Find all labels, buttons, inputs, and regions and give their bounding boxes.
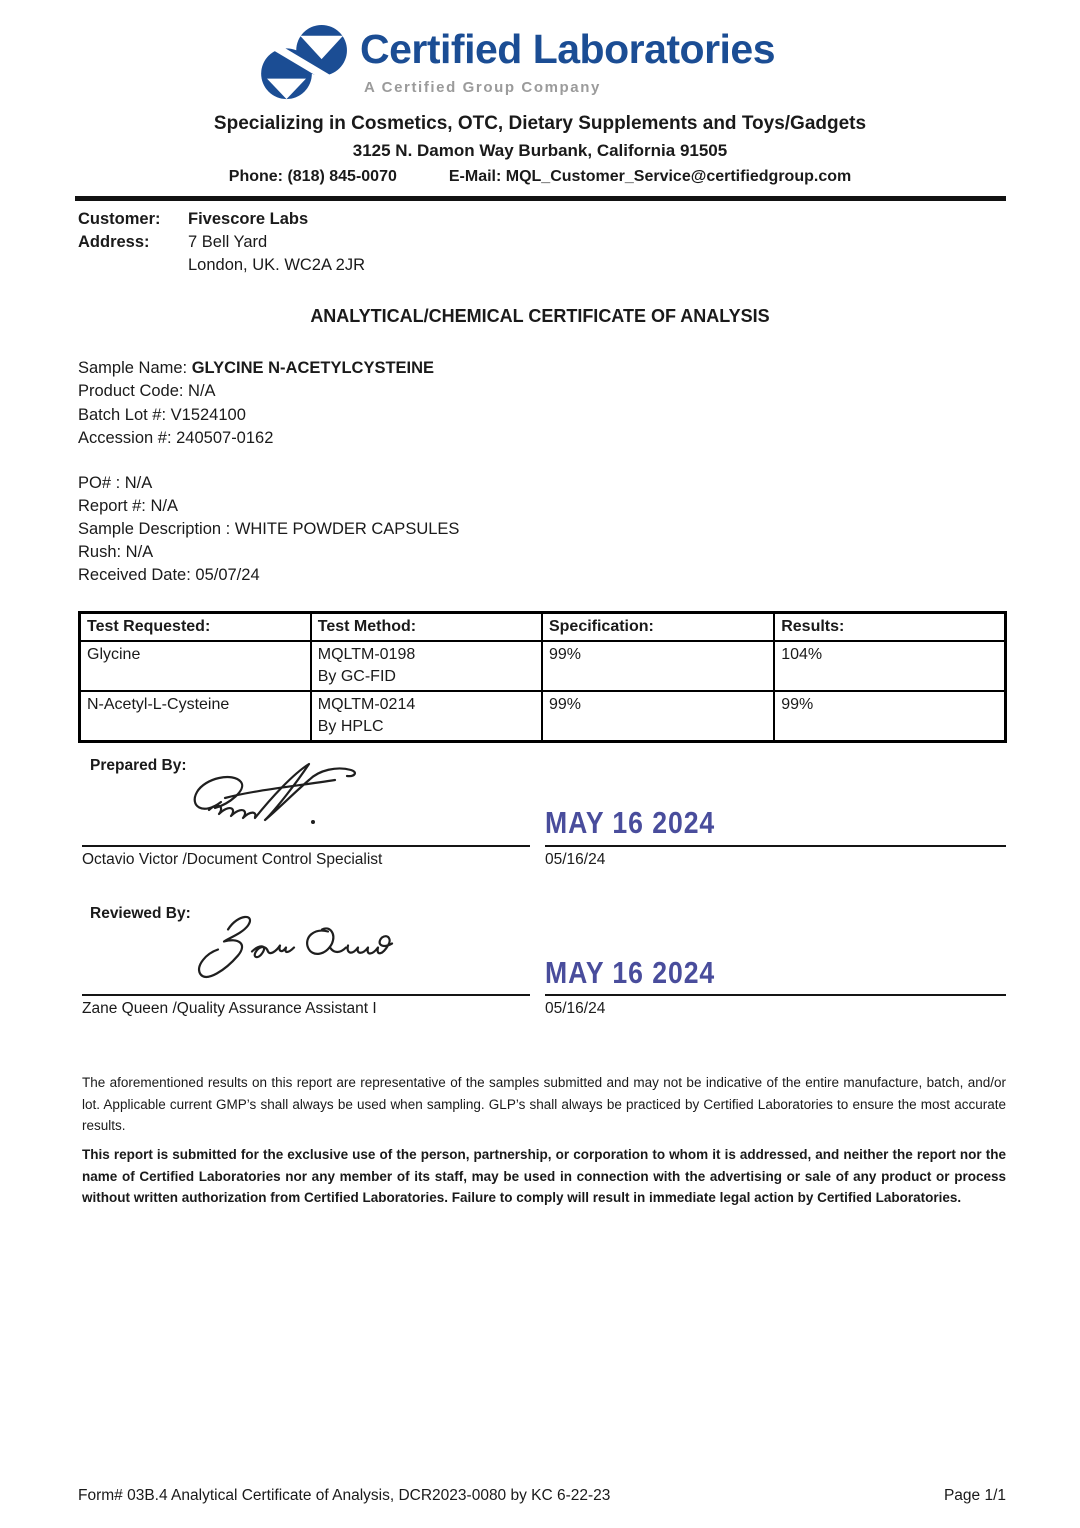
customer-address-line1: 7 Bell Yard [188,233,268,251]
document-title: ANALYTICAL/CHEMICAL CERTIFICATE OF ANALYSIS [310,306,770,326]
cell-result: 99% [774,691,1005,742]
sample-name-line [78,359,434,378]
product-code-line: Product Code: N/A [78,382,216,400]
prepared-date-text: 05/16/24 [545,851,606,868]
po-line: PO# : N/A [78,474,153,492]
company-tagline: A Certified Group Company [364,79,601,96]
customer-label: Customer: [78,210,161,228]
method-technique: By GC-FID [317,668,396,685]
cell-test-name: N-Acetyl-L-Cysteine [80,691,311,742]
rush-line: Rush: N/A [78,543,154,561]
method-code: MQLTM-0198 [317,646,416,663]
header-address-line: 3125 N. Damon Way Burbank, California 91505 [352,141,728,160]
reviewed-signature [190,903,400,999]
header-divider-rule [75,196,1006,201]
cell-test-name: Glycine [80,641,311,691]
certified-laboratories-logo-icon [256,24,356,102]
batch-lot-line: Batch Lot #: V1524100 [78,406,246,424]
col-header-specification: Specification: [542,613,774,642]
prepared-date-line [545,845,1006,847]
customer-name: Fivescore Labs [188,210,309,228]
results-table [78,611,1007,743]
prepared-by-label: Prepared By: [90,757,187,774]
company-name: Certified Laboratories [360,26,776,72]
reviewed-by-label: Reviewed By: [90,905,191,922]
cell-specification: 99% [542,641,774,691]
method-code: MQLTM-0214 [317,696,416,713]
sample-description-line: Sample Description : WHITE POWDER CAPSULES [78,520,460,538]
header-contact-line [0,168,1080,186]
cell-specification: 99% [542,691,774,742]
received-date-line: Received Date: 05/07/24 [78,566,260,584]
cell-result: 104% [774,641,1005,691]
footer-page-number: Page 1/1 [943,1487,1006,1504]
reviewed-signature-line [82,994,530,996]
reviewed-date-line [545,994,1006,996]
sample-name-value: GLYCINE N-ACETYLCYSTEINE [191,359,435,377]
header-specialization-line: Specializing in Cosmetics, OTC, Dietary Supplements and Toys/Gadgets [213,113,867,134]
reviewed-date-text: 05/16/24 [545,1000,606,1017]
col-header-test-requested: Test Requested: [80,613,311,642]
prepared-name-title: Octavio Victor /Document Control Specialist [82,851,383,868]
customer-address-label: Address: [78,233,150,251]
report-number-line: Report #: N/A [78,497,178,515]
header-email: E-Mail: MQL_Customer_Service@certifiedgroup.com [448,168,852,185]
table-row [80,641,1006,691]
sample-name-label: Sample Name: [78,359,192,377]
reviewed-name-title: Zane Queen /Quality Assurance Assistant I [82,1000,377,1017]
accession-line: Accession #: 240507-0162 [78,429,274,447]
method-technique: By HPLC [317,718,384,735]
cell-test-method [311,691,542,742]
header-phone: Phone: (818) 845-0070 [228,168,397,185]
prepared-signature-line [82,845,530,847]
results-header-row [80,613,1006,642]
footer-form-reference: Form# 03B.4 Analytical Certificate of Analysis, DCR2023-0080 by KC 6-22-23 [78,1487,611,1504]
cell-test-method [311,641,542,691]
prepared-date-stamp: MAY 16 2024 [545,806,716,840]
col-header-results: Results: [774,613,1005,642]
reviewed-date-stamp: MAY 16 2024 [545,956,716,990]
disclaimer-results-paragraph: The aforementioned results on this report are representative of the samples submitted and may not be indicative of the entire manufacture, batch, and/or lot. Applicable current GMP’s shall always be used when sampling. GLP’s shall always be practiced by Certified Laboratories to ensure the most accurate results. [82,1075,1006,1133]
col-header-test-method: Test Method: [311,613,542,642]
disclaimer-legal-paragraph: This report is submitted for the exclusive use of the person, partnership, or corporation to whom it is addressed, and neither the report nor the name of Certified Laboratories nor any member of its staff, may be used in connection with the advertising or sale of any product or process without written authorization from Certified Laboratories. Failure to comply will result in immediate legal action by Certified Laboratories. [82,1147,1006,1205]
customer-address-line2: London, UK. WC2A 2JR [188,256,366,274]
table-row [80,691,1006,742]
prepared-signature [185,760,370,840]
